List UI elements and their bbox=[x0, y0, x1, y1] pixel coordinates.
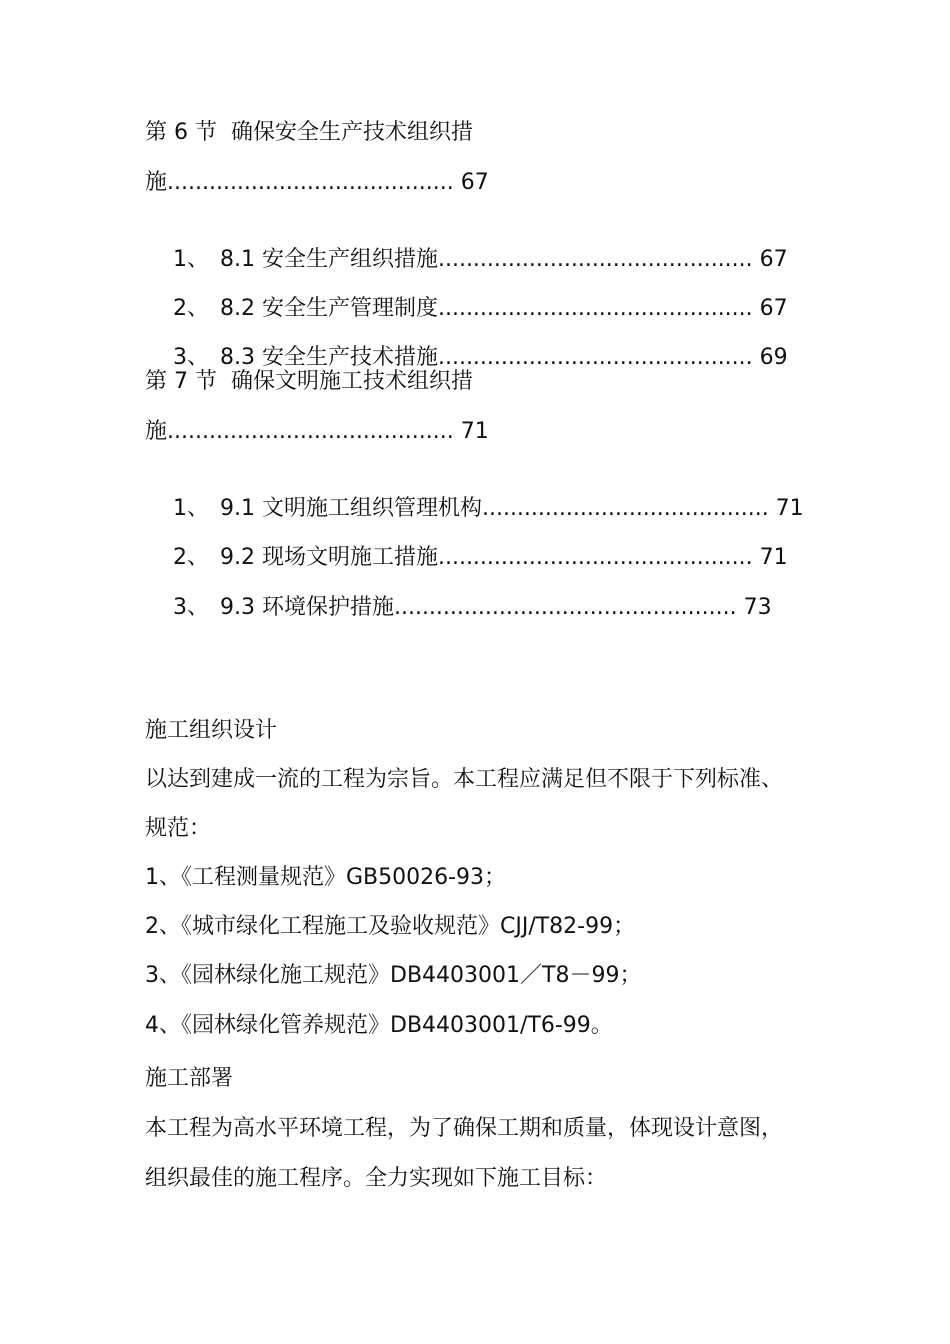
heading-construction-deployment: 施工部署 bbox=[145, 1066, 234, 1091]
toc-item-text: 9.3 环境保护措施................................................. 73 bbox=[219, 595, 772, 620]
toc-section-7-continuation: 施......................................... 71 bbox=[145, 419, 489, 444]
toc-item-number: 1、 bbox=[172, 496, 209, 521]
toc-item-text: 8.3 安全生产技术措施............................................. 69 bbox=[219, 345, 788, 370]
toc-item-number: 3、 bbox=[172, 595, 209, 620]
paragraph-line: 以达到建成一流的工程为宗旨。本工程应满足但不限于下列标准、 bbox=[145, 767, 784, 792]
toc-section-7-title: 第 7 节 确保文明施工技术组织措 bbox=[145, 369, 473, 394]
toc-item bbox=[145, 563, 772, 653]
toc-item-text: 9.1 文明施工组织管理机构......................................... 71 bbox=[219, 496, 804, 521]
toc-item-number: 3、 bbox=[172, 345, 209, 370]
standard-list-item: 2、《城市绿化工程施工及验收规范》CJJ/T82-99； bbox=[145, 914, 636, 939]
standard-list-item: 1、《工程测量规范》GB50026-93； bbox=[145, 865, 507, 890]
toc-item-number: 1、 bbox=[172, 247, 209, 272]
toc-item-text: 9.2 现场文明施工措施............................................. 71 bbox=[219, 545, 788, 570]
toc-item-text: 8.2 安全生产管理制度............................................. 67 bbox=[219, 296, 788, 321]
paragraph-line: 本工程为高水平环境工程，为了确保工期和质量，体现设计意图， bbox=[145, 1116, 784, 1141]
toc-item-text: 8.1 安全生产组织措施............................................. 67 bbox=[219, 247, 788, 272]
paragraph-line: 组织最佳的施工程序。全力实现如下施工目标： bbox=[145, 1166, 608, 1191]
toc-section-6-continuation: 施......................................... 67 bbox=[145, 170, 489, 195]
toc-item-number: 2、 bbox=[172, 296, 209, 321]
paragraph-line: 规范： bbox=[145, 816, 212, 841]
standard-list-item: 4、《园林绿化管养规范》DB4403001/T6-99。 bbox=[145, 1013, 613, 1038]
standard-list-item: 3、《园林绿化施工规范》DB4403001／T8－99； bbox=[145, 963, 642, 988]
heading-construction-design: 施工组织设计 bbox=[145, 718, 278, 743]
toc-item-number: 2、 bbox=[172, 545, 209, 570]
toc-section-6-title: 第 6 节 确保安全生产技术组织措 bbox=[145, 120, 473, 145]
